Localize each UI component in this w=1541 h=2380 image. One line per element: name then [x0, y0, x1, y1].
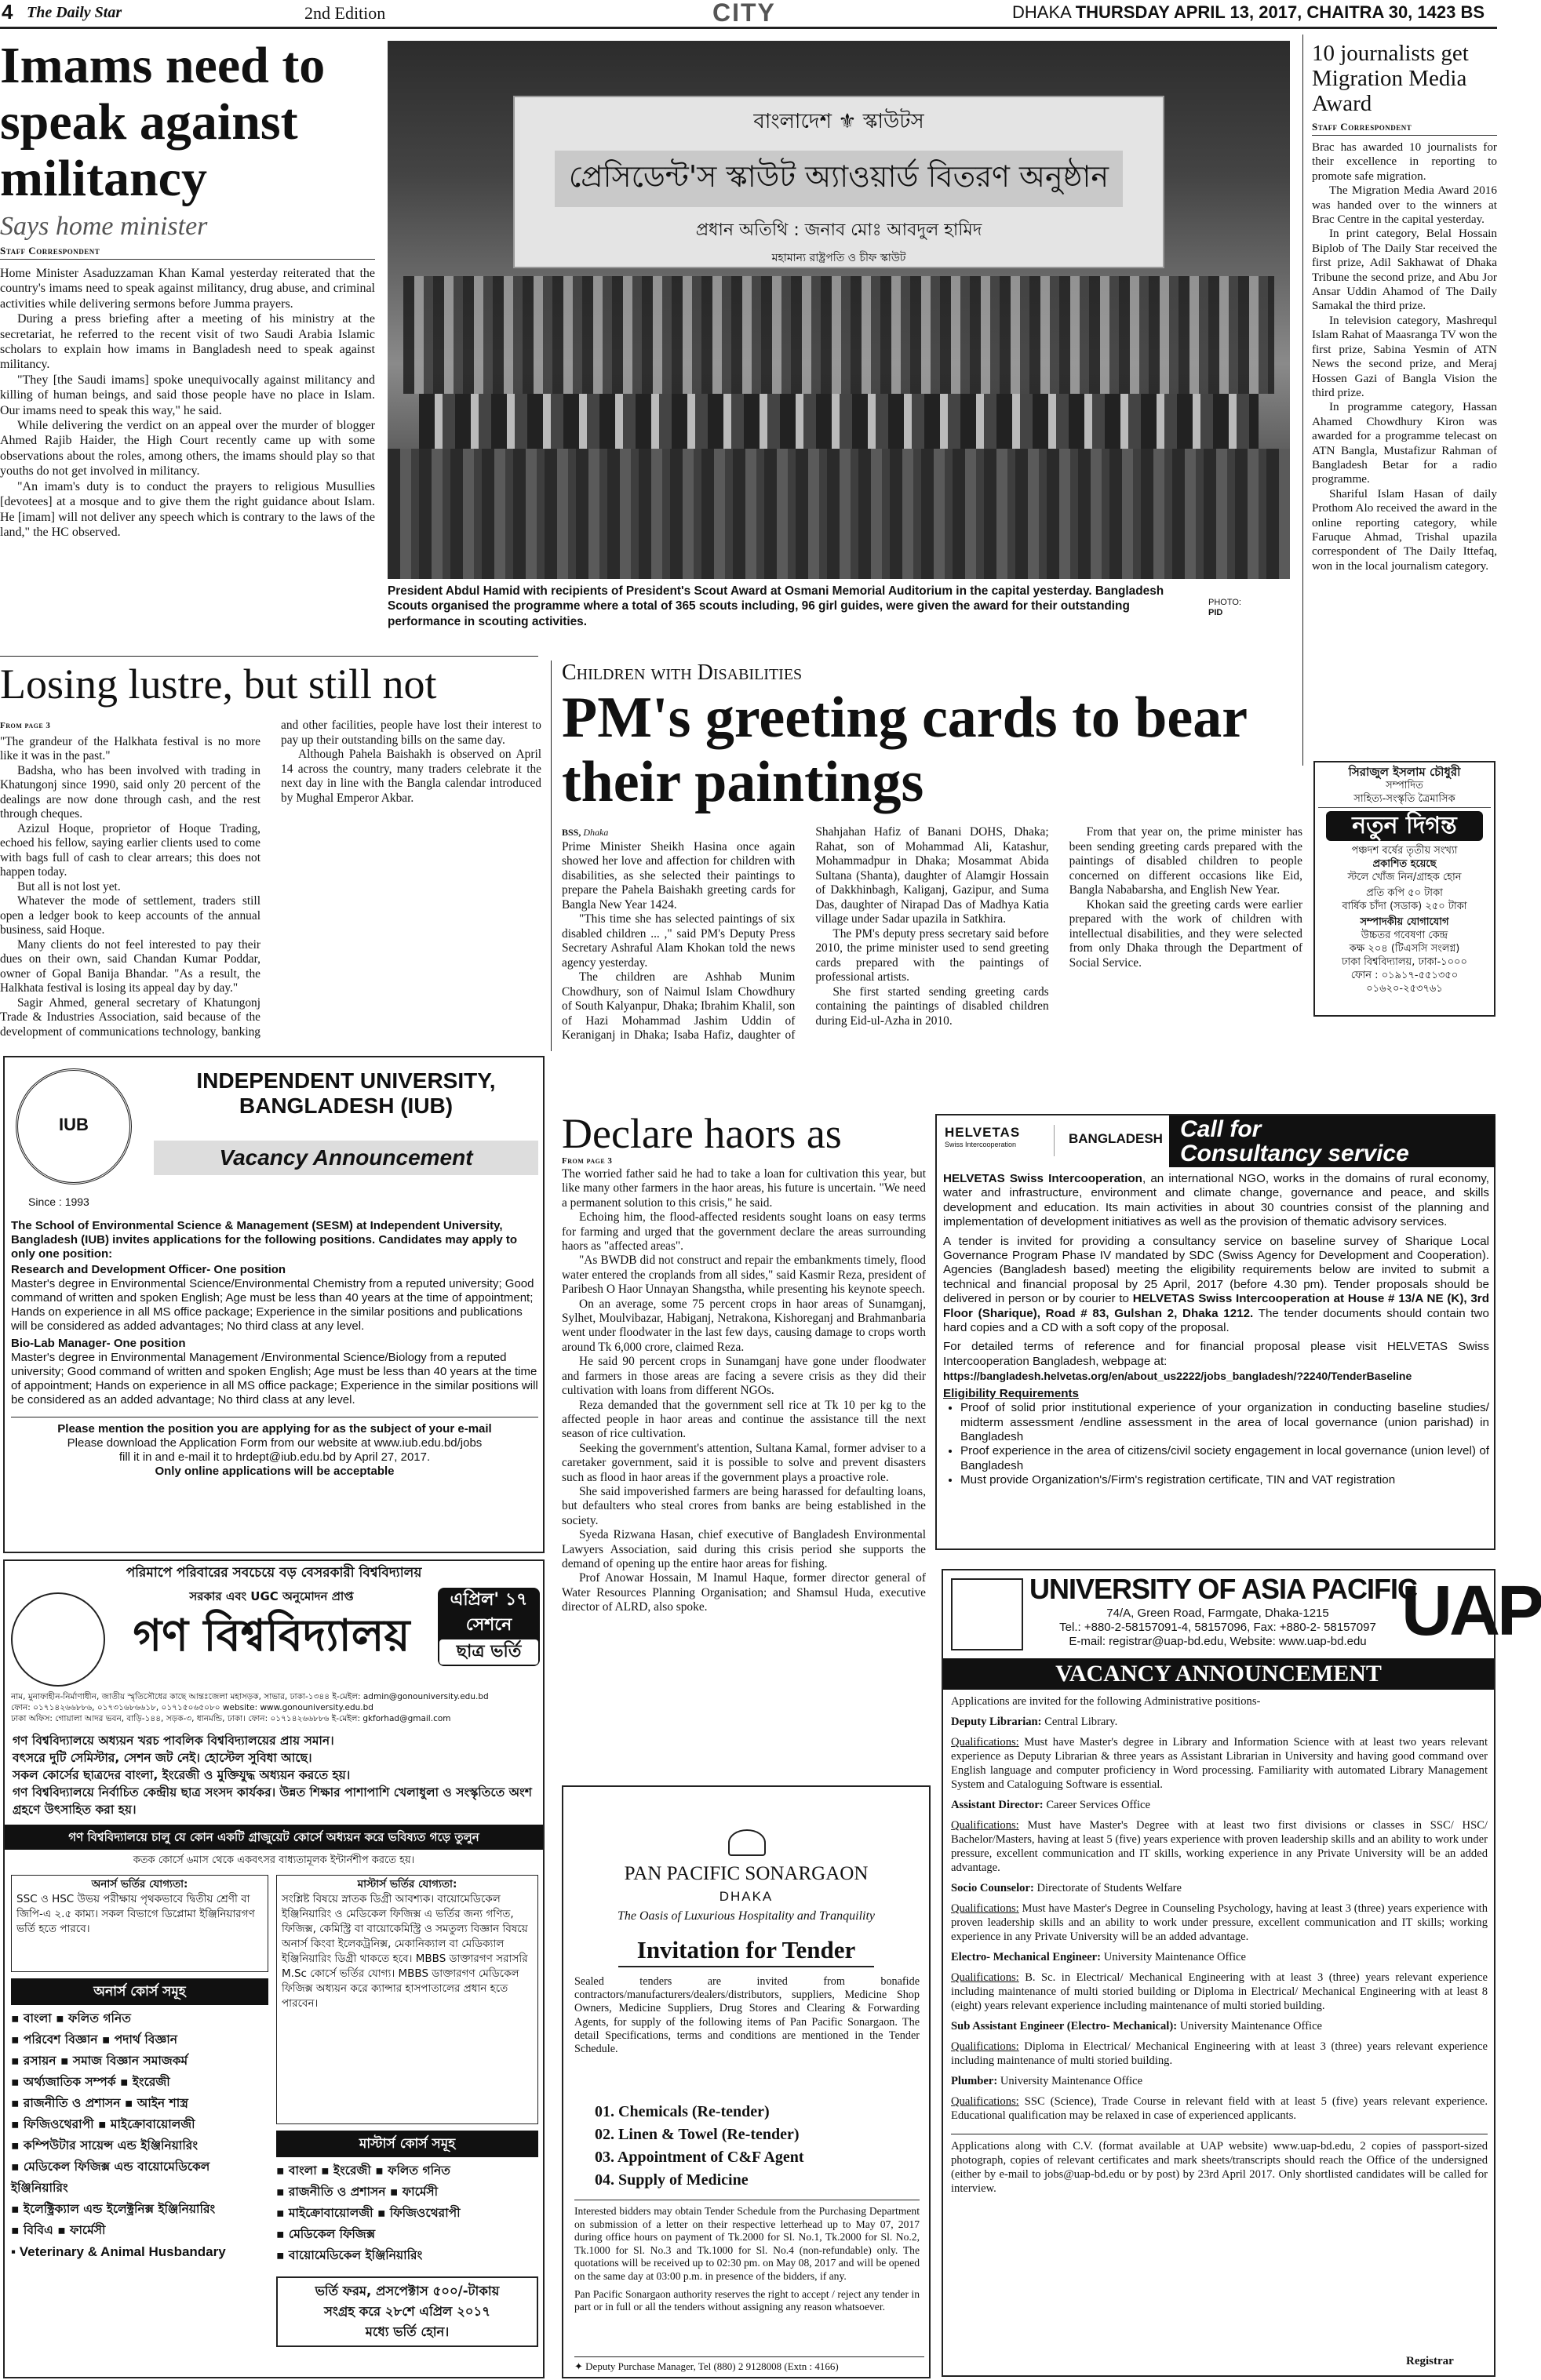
paragraph: "An imam's duty is to conduct the prayers to religious Musullies [devotees] at a mosque and to give them the right guidance about Islam. He [imam] will not deliver any speech which is contrary to the laws of the land," the HC observed. — [0, 479, 375, 539]
stage-banner — [513, 96, 1164, 268]
iub-position-title: Research and Development Officer- One position — [11, 1263, 286, 1276]
paragraph: Shariful Islam Hasan of daily Prothom Alo received the award in the online reporting category, while Faruque Ahmad, Trishal upazila correspondent of The Daily Ittefaq, won in the local journalism category. — [1312, 486, 1497, 573]
helvetas-consultancy-ad — [935, 1114, 1495, 1550]
paragraph: Syeda Rizwana Hasan, chief executive of Bangladesh Environmental Lawyers Association, said during this crisis period she supports the demand of opening up the entire haor areas for fishing. — [562, 1528, 926, 1570]
qual-text: Diploma in Electrical/ Mechanical Engineering with at least 3 (three) years relevant experience including maintenance of multi storied building. — [951, 2040, 1488, 2067]
helvetas-elig-title: Eligibility Requirements — [943, 1386, 1080, 1400]
gono-address: ফোন: ০১৭১৪২৬৬৮৮৬, ০১৭৩১৬৮৬৬১৮, ০১৭১৫০৬৫০৮০ website: www.gonouniversity.edu.bd — [11, 1703, 373, 1712]
ad-text: ঢাকা বিশ্ববিদ্যালয়, ঢাকা-১০০০ — [1342, 956, 1467, 968]
qual-label: Qualifications: — [951, 2040, 1019, 2053]
list-item: ▪ মেডিকেল ফিজিক্স এন্ড বায়োমেডিকেল ইঞ্জিনিয়ারিং — [11, 2160, 210, 2195]
job-qualifications — [951, 1901, 1488, 1944]
lustre-from: From page 3 — [0, 721, 51, 730]
helvetas-text: , an international NGO, works in the domains of rural economy, water and infrastructure, environment and climate change, governance and peace, and skills development and education. Its main activities in about 30 countries consist of the planning and implementation of development initiatives as well as the provision of thematic advisory services. — [943, 1172, 1489, 1229]
article-imams — [0, 38, 375, 657]
ad-text: ০১৬২০-২৫৩৭৬১ — [1366, 983, 1443, 995]
uap-name: UNIVERSITY OF ASIA PACIFIC — [1029, 1573, 1418, 1605]
pps-tagline: The Oasis of Luxurious Hospitality and Tranquility — [617, 1909, 876, 1923]
ad-text: কক্ষ ২০৪ (টিএসসি সংলগ্ন) — [1349, 943, 1460, 955]
box-text: সংশ্লিষ্ট বিষয়ে স্নাতক ডিগ্রী আবশ্যক। বায়োমেডিকেল ইঞ্জিনিয়ারিং ও মেডিকেল ফিজিক্স এ ভর্তির জন্য গণিত, ফিজিক্স, কেমিস্ট্রি বা বায়োকেমিস্ট্রি ও সমতুল্য বিজ্ঞান বিষয়ে অনার্স কিংবা ইলেকট্রনিক্স, মেকানিক্যাল বা মেডিক্যাল ইঞ্জিনিয়ারিং ডিগ্রী থাকতে হবে। MBBS ডাক্তারগণ সরাসরি M.Sc কোর্সে ভর্তির যোগ্য। MBBS ডাক্তারগণ মেডিকেল ফিজিক্স অধ্যয়ন করে ক্যান্সার হাসপাতালের প্রধান হতে পারবেন। — [282, 1893, 528, 2010]
paragraph: Many clients do not feel interested to pay their dues on their own, said Chandan Kumar Poddar, owner of Gopal Banija Bhandar. "As a result, the Halkhata festival is losing its appeal day by day." — [0, 937, 260, 995]
call-line: Consultancy service — [1180, 1141, 1409, 1166]
gono-benefits — [13, 1732, 538, 1818]
list-item: ▪ রাজনীতি ও প্রশাসন ▪ আইন শাস্ত্র — [11, 2096, 188, 2110]
pm-headline: PM's greeting cards to bear their paintings — [562, 686, 1247, 814]
session-line: ছাত্র ভর্তি — [439, 1639, 538, 1665]
list-item: ▪ রাজনীতি ও প্রশাসন ▪ ফার্মেসী — [276, 2185, 439, 2199]
iub-notes — [11, 1417, 538, 1479]
banner-line: বাংলাদেশ ⚜ স্কাউটস — [753, 110, 924, 133]
qual-text: B. Sc. in Electrical/ Mechanical Engineering with at least 3 (three) years relevant experience including maintenance of multi storied building or Diploma in Electrical/ Mechanical Engineering with at least 8 (eight) years relevant experience including maintenance of multi storied building. — [951, 1971, 1488, 2012]
list-item: ▪ রসায়ন ▪ সমাজ বিজ্ঞান সমাজকর্ম — [11, 2054, 188, 2068]
pps-text: Pan Pacific Sonargaon authority reserves the right to accept / reject any tender in part or in full or all the tenders without assigning any reason whatsoever. — [574, 2287, 920, 2313]
job-title: Socio Counselor: — [951, 1882, 1034, 1894]
list-item: বৎসরে দুটি সেমিস্টার, সেশন জট নেই। হোস্টেল সুবিধা আছে। — [13, 1751, 312, 1765]
uap-vacancy-ad — [942, 1569, 1541, 2377]
list-item: ▪ Veterinary & Animal Husbandary — [11, 2244, 226, 2259]
paragraph: On an average, some 75 percent crops in haor areas of Sunamganj, Sylhet, Moulvibazar, Habiganj, Netrakona, Kishoreganj and Brahmanbaria went under floodwater in the last few days, causing damage to crops worth around Tk 6,000 crore, claimed Reza. — [562, 1297, 926, 1354]
paragraph: From that year on, the prime minister has been sending greeting cards prepared with the paintings of disabled children to people concerned on different occasions like Eid, Bangla Nababarsha, and English New Year. — [1069, 825, 1302, 897]
uap-abbr: UAP — [1401, 1572, 1541, 1650]
ad-text: পঞ্চদশ বর্ষের তৃতীয় সংখ্যা — [1351, 845, 1458, 857]
helvetas-address: HELVETAS Swiss Intercooperation at House # 13/A NE (K), 3rd Floor (Sharique), Road # 83, Gulshan 2, Dhaka 1212. — [943, 1292, 1489, 1320]
lustre-headline: Losing lustre, but still not — [0, 661, 437, 708]
list-item: ▪ বায়োমেডিকেল ইঞ্জিনিয়ারিং — [276, 2248, 423, 2262]
gono-masters-eligibility — [276, 1875, 538, 2124]
helvetas-body — [943, 1172, 1489, 1488]
ad-text: বার্ষিক চাঁদা (সডাক) ২৫০ টাকা — [1342, 901, 1467, 912]
list-item: গণ বিশ্ববিদ্যালয়ে অধ্যয়ন খরচ পাবলিক বিশ্ববিদ্যালয়ের প্রায় সমান। — [13, 1734, 334, 1748]
paragraph: She said impoverished farmers are being harassed for defaulting loans, but defaulters who steal crores from banks are being established in the society. — [562, 1484, 926, 1527]
job-dept: University Maintenance Office — [1000, 2075, 1143, 2087]
paragraph: Home Minister Asaduzzaman Khan Kamal yesterday reiterated that the country's imams need to speak against militancy, drug abuse, and criminal activities while delivering sermons before Jumma prayers. — [0, 267, 375, 311]
dateline-bangla-date: CHAITRA 30, 1423 BS — [1306, 2, 1485, 22]
imams-body — [0, 266, 375, 540]
paragraph: "As BWDB did not construct and repair the embankments timely, flood water entered the croplands from all sides," said Kasmir Reza, president of Paribesh O Haor Unnayan Shangstha, while presenting his keynote speech. — [562, 1254, 926, 1297]
section-name: CITY — [712, 0, 776, 27]
seated-row — [419, 394, 1259, 449]
scouts-crowd — [403, 276, 1274, 394]
helvetas-org: HELVETAS Swiss Intercooperation — [943, 1172, 1142, 1185]
gono-university-ad — [3, 1559, 545, 2378]
job-dept: Career Services Office — [1046, 1799, 1150, 1811]
pm-body — [562, 825, 1302, 1050]
imams-byline: Staff Correspondent — [0, 245, 375, 260]
job-qualifications — [951, 1971, 1488, 2013]
pps-city: DHAKA — [719, 1889, 774, 1904]
helvetas-text: A tender is invited for providing a consultancy service on baseline survey of Sharique Local Governance Program Phase IV mandated by SDC (Swiss Agency for Development and Cooperation). Agencies (Bangladesh based) meeting the eligibility requirements below are invited to submit a technical and financial proposal by 25 April, 2017 (before 4.30 pm). Tender proposals should be delivered in person or by courier to — [943, 1234, 1489, 1306]
list-item: ▪ পরিবেশ বিজ্ঞান ▪ পদার্থ বিজ্ঞান — [11, 2032, 177, 2047]
job-qualifications — [951, 1818, 1488, 1875]
paragraph: In print category, Belal Hossain Biplob of The Daily Star received the first prize, Adil Sakhawat of Dhaka Tribune the second prize, and Abu Jor Ansar Uddin Ahamod of The Daily Samakal the third prize. — [1312, 227, 1497, 313]
ad-text: সিরাজুল ইসলাম চৌধুরী — [1348, 765, 1461, 779]
job-title: Deputy Librarian: — [951, 1716, 1042, 1728]
job-qualifications — [951, 2094, 1488, 2123]
helvetas-para — [943, 1235, 1489, 1336]
box-title: অনার্স ভর্তির যোগ্যতা: — [91, 1878, 188, 1891]
gono-masters-courses — [276, 2160, 538, 2266]
iub-note: fill it in and e-mail it to hrdept@iub.edu.bd by April 27, 2017. — [118, 1450, 431, 1464]
pps-title: PAN PACIFIC SONARGAON — [624, 1863, 869, 1884]
paragraph: Seeking the government's attention, Sultana Kamal, former adviser to a caretaker government, said it is possible to solve and prevent disasters such as flood in haor areas if the government plays a proactive role. — [562, 1441, 926, 1484]
pps-invitation: Invitation for Tender — [618, 1934, 874, 1967]
nutun-diganta-ad — [1313, 761, 1495, 1017]
uap-body — [951, 1694, 1488, 2196]
job-dept: Directorate of Students Welfare — [1036, 1882, 1182, 1894]
paragraph: Prime Minister Sheikh Hasina once again showed her love and affection for children with disabilities, as she selected their paintings to prepare the Pahela Baishakh greeting cards for Bangla New Year 1424. — [562, 839, 796, 912]
paragraph: In programme category, Hassan Ahamed Chowdhury Kiron was awarded for a programme telecast on ATN Bangla, Mustafizur Rahman of Bangladesh Betar for a radio programme. — [1312, 400, 1497, 486]
ad-text: সম্পাদিত — [1386, 780, 1423, 792]
iub-seal-text: IUB — [59, 1115, 89, 1134]
qual-label: Qualifications: — [951, 1819, 1019, 1832]
uap-phone: Tel.: +880-2-58157091-4, 58157096, Fax: +880-2- 58157097 — [1059, 1621, 1376, 1634]
gono-address: ঢাকা অফিস: গোয়ালা আদর ভবন, বাড়ি-১৪৪, সড়ক-৩, ধানমন্ডি, ঢাকা। ফোন: ০১৭১৪২৬৬৮৮৬ ই-মেইল: gkforhad@gmail.com — [11, 1714, 451, 1723]
job-title: Electro- Mechanical Engineer: — [951, 1951, 1102, 1963]
ad-text: সাহিত্য-সংস্কৃতি ত্রৈমাসিক — [1318, 792, 1491, 808]
paragraph: Brac has awarded 10 journalists for their excellence in reporting to promote safe migration. — [1312, 140, 1497, 183]
gono-session — [438, 1588, 540, 1666]
job-dept: University Maintenance Office — [1103, 1951, 1246, 1963]
helvetas-logo-sub: Swiss Intercooperation — [945, 1141, 1017, 1148]
call-line: Call for — [1180, 1116, 1262, 1142]
list-item: ▪ ফিজিওথেরাপী ▪ মাইক্রোবায়োলজী — [11, 2117, 195, 2131]
helvetas-text: For detailed terms of reference and for financial proposal please visit HELVETAS Swiss Intercooperation Bangladesh, webpage at: — [943, 1340, 1489, 1368]
article-lustre — [0, 661, 541, 1051]
helvetas-text: The tender documents should contain two hard copies and a CD with a soft copy of the proposal. — [943, 1306, 1489, 1335]
helvetas-para — [943, 1172, 1489, 1230]
pm-kicker: Children with Disabilities — [562, 661, 803, 685]
gono-banner: গণ বিশ্ববিদ্যালয়ে চালু যে কোন একটি গ্রাজুয়েট কোর্সে অধ্যয়ন করে ভবিষ্যত গড়ে তুলুন — [5, 1825, 543, 1850]
journalists-headline: 10 journalists get Migration Media Award — [1312, 41, 1469, 116]
list-item: ▪ অর্থ্যজাতিক সম্পর্ক ▪ ইংরেজী — [11, 2075, 170, 2089]
pps-items — [595, 2101, 909, 2192]
session-line: এপ্রিল' ১৭ — [450, 1590, 528, 1610]
uap-logo — [951, 1578, 1023, 1650]
helvetas-country: BANGLADESH — [1069, 1131, 1163, 1146]
list-item: ▪ বাংলা ▪ ইংরেজী ▪ ফলিত গনিত — [276, 2163, 450, 2178]
gono-form-info — [276, 2276, 538, 2347]
haors-body — [562, 1167, 926, 1615]
banner-line: মহামান্য রাষ্ট্রপতি ও চীফ স্কাউট — [771, 252, 906, 264]
list-item: ▪ মেডিকেল ফিজিক্স — [276, 2227, 376, 2241]
pps-logo-mark — [728, 1829, 766, 1856]
helvetas-elig-list — [943, 1401, 1489, 1487]
list-item: ▪ কম্পিউটার সায়েন্স এন্ড ইঞ্জিনিয়ারিং — [11, 2138, 199, 2153]
tender-item: 01. Chemicals (Re-tender) — [595, 2103, 770, 2120]
helvetas-logo-text: HELVETAS — [945, 1125, 1021, 1140]
qual-text: Must have Master's Degree with at least two first divisions or classes in SSC/ HSC/ Bachelor/Masters, having at least 5 (five) years experience with proven leadership skills and an ability to work under pressure, excellent communication and IT skills, working experience in any Private University will be an added advantage. — [951, 1819, 1488, 1874]
dateline-city: DHAKA — [1012, 2, 1071, 22]
qual-label: Qualifications: — [951, 1971, 1019, 1984]
list-item: ▪ ইলেক্ট্রিক্যাল এন্ড ইলেক্ট্রনিক্স ইঞ্জিনিয়ারিং — [11, 2202, 216, 2216]
pps-text: Interested bidders may obtain Tender Schedule from the Purchasing Department on submission of a letter on their respective letterhead up to May 07, 2017 during office hours on payment of Tk.2000 for Sl. No.1, Tk.2000 for Sl. No.2, Tk.1000 for Sl. No.3 and Tk.1000 for Sl. No.4 (non-refundable) only. The quotations will be received up to 02:30 pm. on May 08, 2017 and will be opened on the same day at 03:00 p.m. in presence of the bidders, if any. — [574, 2205, 920, 2282]
article-journalists — [1312, 41, 1497, 747]
list-item: • Proof of solid prior institutional experience of your organization in conducting baseline studies/ midterm assessment /endline assessment in the area of local governance (union parishad) in Bangladesh — [960, 1401, 1489, 1444]
form-line: মধ্যে ভর্তি হোন। — [365, 2324, 450, 2339]
page-number: 4 — [2, 0, 13, 24]
paragraph: Khokan said the greeting cards were earlier prepared with the work of children with intellectual disabilities, and they were selected from only Dhaka through the Department of Social Service. — [1069, 897, 1302, 970]
list-item: গণ বিশ্ববিদ্যালয়ে নির্বাচিত কেন্দ্রীয় ছাত্র সংসদ কার্যকর। উন্নত শিক্ষার পাশাপাশি খেলাধুলা ও সংস্কৃতিতে অংশ গ্রহণে উৎসাহিত করা হয়। — [13, 1785, 532, 1817]
paragraph: While delivering the verdict on an appeal over the murder of blogger Ahmed Rajib Haider, the High Court recently came up with some observations about the roles, among others, the imams should play so that youths do not get involved in militancy. — [0, 419, 375, 479]
qual-text: Must have Master's Degree in Counseling Psychology, having at least 3 (three) years experience with proven leadership skills and an ability to work under pressure, excellent communication and IT skills; working experience in any Private University will be an added advantage. — [951, 1902, 1488, 1943]
list-item: ▪ বাংলা ▪ ফলিত গনিত — [11, 2011, 131, 2025]
helvetas-para — [943, 1340, 1489, 1369]
session-line: সেশনে — [465, 1615, 512, 1635]
qual-text: Must have Master's degree in Library and Information Science with at least two years relevant experience as Deputy Librarian & three years as Assistant Librarian in University and having good command over English language and computer proficiency in Word processing. Familiarity with automated Library Management System and Cataloguing Software is essential. — [951, 1736, 1488, 1791]
imams-subhead: Says home minister — [0, 212, 208, 241]
iub-since: Since : 1993 — [28, 1195, 89, 1208]
pm-byline — [562, 825, 795, 840]
gono-addresses — [11, 1691, 540, 1724]
iub-vacancy-banner: Vacancy Announcement — [154, 1141, 538, 1175]
ad-text: উচ্চতর গবেষণা কেন্দ্র — [1361, 930, 1448, 941]
qual-text: SSC (Science), Trade Course in relevant field with at least 5 (five) years relevant experience. Educational qualification may be relaxed in case of experienced applicants. — [951, 2095, 1488, 2122]
imams-headline: Imams need to speak against militancy — [0, 37, 326, 207]
uap-contact — [1037, 1607, 1398, 1649]
form-line: ভর্তি ফরম, প্রসপেক্টাস ৫০০/-টাকায় — [315, 2284, 500, 2298]
helvetas-logo — [945, 1125, 1055, 1156]
uap-job — [951, 1798, 1488, 1875]
photo-caption: President Abdul Hamid with recipients of President's Scout Award at Osmani Memorial Auditorium in the capital yesterday. Bangladesh Scouts organised the programme where a total of 365 scouts including, 96 girl guides, were given the award for their outstanding performance in scouting activities. — [388, 584, 1164, 628]
iub-note: Please mention the position you are applying for as the subject of your e-mail — [57, 1422, 492, 1436]
paragraph: But all is not lost yet. — [17, 879, 121, 893]
job-title: Plumber: — [951, 2075, 998, 2087]
paragraph: "The grandeur of the Halkhata festival is no more like it was in the past." — [0, 734, 260, 762]
list-item: • Must provide Organization's/Firm's registration certificate, TIN and VAT registration — [960, 1473, 1489, 1487]
paragraph: The PM's deputy press secretary said before 2010, the prime minister used to send greeting cards prepared with the paintings of professional artists. — [815, 926, 1049, 984]
qual-label: Qualifications: — [951, 1902, 1019, 1915]
ad-text: প্রকাশিত হয়েছে — [1372, 858, 1437, 870]
stage-curtain — [388, 449, 1290, 579]
iub-title-line: INDEPENDENT UNIVERSITY, — [196, 1068, 496, 1093]
photo-credit-source: PID — [1208, 608, 1223, 617]
paragraph: He said 90 percent crops in Sunamganj have gone under floodwater and farmers in those areas are facing a severe crisis as they did their cultivation with loans from different NGOs. — [562, 1355, 926, 1398]
journalists-byline: Staff Correspondent — [1312, 121, 1497, 136]
iub-note: Only online applications will be acceptable — [155, 1465, 395, 1478]
paragraph: Badsha, who has been involved with trading in Khatungonj since 1990, said only 20 percent of the dealings are now done through cash, and the rest through cheques. — [0, 763, 260, 821]
paragraph: She first started sending greeting cards containing the paintings of disabled children during Eid-ul-Azha in 2010. — [815, 984, 1049, 1028]
paragraph: "This time she has selected paintings of six disabled children ... ," said PM's Deputy Press Secretary Ashraful Alam Khokan told the news agency yesterday. — [562, 912, 796, 970]
paragraph: The Migration Media Award 2016 was handed over to the winners at Brac Centre in the capital yesterday. — [1312, 184, 1497, 227]
masthead-rule — [0, 27, 1497, 29]
uap-job — [951, 2074, 1488, 2123]
iub-seal — [16, 1068, 132, 1185]
photo-credit-label: PHOTO: — [1208, 598, 1241, 607]
box-text: SSC ও HSC উভয় পরীক্ষায় পৃথকভাবে দ্বিতীয় শ্রেণী বা জিপি-এ ২.৫ কাম্য। সকল বিভাগে ডিপ্লোমা ইঞ্জিনিয়ারগণ ভর্তি হতে পারবে। — [16, 1893, 255, 1935]
list-item: ▪ বিবিএ ▪ ফার্মেসী — [11, 2223, 106, 2237]
journalists-body — [1312, 140, 1497, 573]
box-title: মাস্টার্স ভর্তির যোগ্যতা: — [357, 1878, 457, 1891]
gono-sub: কতক কোর্সে ৬মাস থেকে একবৎসর বাধ্যতামূলক ইন্টার্নশীপ করতে হয়। — [133, 1854, 415, 1866]
section-rule — [0, 656, 538, 657]
iub-body — [11, 1219, 538, 1479]
article-pm-cards — [562, 661, 1302, 1051]
paragraph: The children are Ashhab Munim Chowdhury, son of Naimul Islam Chowdhury of South Kalyanpur, Dhaka; Ibrahim Khalil, son of Hazi Mohammad Jashim Uddin of Keraniganj in Dhaka; Isaba Hafiz, daughter of Shahjahan Hafiz of Banani DOHS, Dhaka; Rahat, son of Mohammad Ali, Katashur, Mohammadpur in Dhaka; Mosammat Abida Sultana (Shanta), daughter of Alamgir Hossain of Dakkhinbagh, Kaliganj, Gazipur, and Suma Das, daughter of Nirapad Das of Madhya Katia village under Sadar upazila in Satkhira. — [562, 825, 1049, 1042]
gono-top: পরিমাপে পরিবারের সবচেয়ে বড় বেসরকারী বিশ্ববিদ্যালয় — [126, 1565, 422, 1581]
banner-title: প্রেসিডেন্ট'স স্কাউট অ্যাওয়ার্ড বিতরণ অনুষ্ঠান — [555, 151, 1123, 207]
pm-agency: BSS, — [562, 827, 581, 838]
uap-job — [951, 2019, 1488, 2068]
uap-email: E-mail: registrar@uap-bd.edu, Website: www.uap-bd.edu — [1069, 1635, 1367, 1648]
masthead — [0, 0, 1497, 27]
job-title: Assistant Director: — [951, 1799, 1044, 1811]
uap-address: 74/A, Green Road, Farmgate, Dhaka-1215 — [1106, 1607, 1329, 1620]
uap-job — [951, 1950, 1488, 2013]
gono-approved: সরকার এবং UGC অনুমোদন প্রাপ্ত — [189, 1589, 354, 1603]
uap-intro: Applications are invited for the following Administrative positions- — [951, 1695, 1261, 1708]
ad-title: নতুন দিগন্ত — [1326, 811, 1483, 841]
haors-from: From page 3 — [562, 1156, 613, 1166]
pps-footer — [574, 2356, 924, 2373]
ad-text: ফোন : ০১৯১৭-৫৫১৩৫০ — [1350, 970, 1459, 981]
pan-pacific-tender-ad — [562, 1785, 931, 2378]
paper-name: The Daily Star — [27, 4, 122, 21]
paragraph: Sagir Ahmed, general secretary of Khatungonj Trade & Industries Association, said because of the development of communications technology, banking and other facilities, people have lost their interest to pay up their outstanding bills on the same day. — [0, 719, 541, 1039]
iub-intro: The School of Environmental Science & Management (SESM) at Independent University, Bangladesh (IUB) invites applications for the following positions. Candidates may apply to only one position: — [11, 1219, 518, 1261]
iub-title-line: BANGLADESH (IUB) — [239, 1094, 454, 1118]
iub-position-text: Master's degree in Environmental Management /Environmental Science/Biology from a reputed university; Good command of written and spoken English; Age must be less than 40 years at the time of appointment; Hands on experience in all MS office package; Experience in the similar positions will be considered as an added advantage; No third class at any level. — [11, 1351, 538, 1407]
gono-name: গণ বিশ্ববিদ্যালয় — [133, 1610, 410, 1661]
gono-honours-eligibility — [11, 1875, 268, 1972]
paragraph: In television category, Mashrequl Islam Rahat of Maasranga TV won the first prize, Sabina Yesmin of ATN News the second prize, and Meraj Hossen Gazi of Bangla Vision the third prize. — [1312, 313, 1497, 399]
dateline-date: THURSDAY APRIL 13, 2017, — [1075, 2, 1302, 22]
pm-city: Dhaka — [583, 827, 609, 838]
gono-honours-courses-title: অনার্স কোর্স সমূহ — [11, 1978, 268, 2005]
iub-note: Please download the Application Form from our website at www.iub.edu.bd/jobs — [67, 1436, 483, 1450]
photo-credit — [1208, 598, 1287, 618]
list-item: ▪ মাইক্রোবায়োলজী ▪ ফিজিওথেরাপী — [276, 2206, 461, 2220]
job-dept: University Maintenance Office — [1179, 2020, 1323, 2032]
iub-title — [154, 1068, 538, 1119]
paragraph: Although Pahela Baishakh is observed on April 14 across the country, many traders celebrate it the next day in line with the Bangla calendar introduced by Mughal Emperor Akbar. — [281, 748, 541, 805]
uap-signatory: Registrar — [1406, 2355, 1454, 2367]
list-item: সকল কোর্সের ছাত্রদের বাংলা, ইংরেজী ও মুক্তিযুদ্ধ অধ্যয়ন করতে হয়। — [13, 1768, 351, 1782]
pps-details — [574, 2200, 920, 2314]
job-title: Sub Assistant Engineer (Electro- Mechanical): — [951, 2020, 1178, 2032]
list-item: • Proof experience in the area of citizens/civil society engagement in local governance (union level) of Bangladesh — [960, 1444, 1489, 1473]
iub-vacancy-ad — [3, 1056, 545, 1553]
uap-job — [951, 1881, 1488, 1944]
tender-item: 03. Appointment of C&F Agent — [595, 2149, 804, 2166]
article-haors — [562, 1111, 926, 1778]
ad-text: স্টলে খোঁজ নিন/গ্রাহক হোন — [1347, 872, 1462, 883]
column-rule — [551, 661, 552, 1051]
paragraph: Azizul Hoque, proprietor of Hoque Trading, echoed his fellow, saying earlier clients used to come with bags full of cash to clear arrears; this does not happen today. — [0, 821, 260, 879]
paragraph: Whatever the mode of settlement, traders still open a ledger book to keep accounts of the annual business, said Hoque. — [0, 894, 260, 937]
qual-label: Qualifications: — [951, 1736, 1019, 1749]
dateline — [1012, 2, 1497, 23]
helvetas-call-banner — [1169, 1115, 1495, 1167]
iub-position-title: Bio-Lab Manager- One position — [11, 1337, 186, 1350]
column-rule — [1302, 35, 1303, 766]
job-dept: Central Library. — [1044, 1716, 1118, 1728]
gono-honours-courses — [11, 2008, 268, 2262]
paragraph: Echoing him, the flood-affected residents sought loans on easy terms for farming and urged that the government declare the areas surrounding haors as "affected areas". — [562, 1210, 926, 1254]
uap-footer: Applications along with C.V. (format available at UAP website) www.uap-bd.edu, 2 copies of passport-sized photograph, copies of relevant certificates and mark sheets/transcripts should reach the Office of the undersigned (either by e-mail to jobs@uap-bd.edu or by post) by 23rd April 2017. Only shortlisted candidates will be called for interview. — [951, 2134, 1488, 2196]
haors-headline: Declare haors as — [562, 1110, 842, 1157]
tender-item: 04. Supply of Medicine — [595, 2171, 749, 2189]
ad-text: প্রতি কপি ৫০ টাকা — [1366, 887, 1443, 899]
pps-footer-text: Deputy Purchase Manager, Tel (880) 2 9128008 (Extn : 4166) — [585, 2360, 839, 2372]
gono-seal — [11, 1592, 105, 1687]
scout-award-photo — [388, 41, 1290, 579]
paragraph: Reza demanded that the government sell rice at Tk 10 per kg to the affected people in haor areas and continue the assistance till the next season of rice cultivation. — [562, 1398, 926, 1441]
job-qualifications — [951, 1735, 1488, 1792]
edition: 2nd Edition — [304, 3, 386, 23]
job-qualifications — [951, 2040, 1488, 2068]
gono-address: নাম, মুনাফাহীন-নির্মাণাধীন, জাতীয় স্মৃতিসৌধের কাছে আন্তঃজেলা মহাসড়ক, সাভার, ঢাকা-১৩৪৪ ই-মেইল: admin@gonouniversity.edu.bd — [11, 1692, 489, 1701]
pps-footer-icon: ✦ — [574, 2360, 583, 2372]
paragraph: "They [the Saudi imams] spoke unequivocally against militancy and killing of human beings, and said those people have no place in Islam. Our imams need to speak this way," he said. — [0, 373, 375, 417]
lustre-body — [0, 719, 541, 1048]
qual-label: Qualifications: — [951, 2095, 1019, 2108]
iub-position-text: Master's degree in Environmental Science/Environmental Chemistry from a reputed university; Good command of written and spoken English; Age must be less than 40 years at the time of appointment; Hands on experience in all MS office package; Experience in the similar positions and publications will be considered as added advantages; No third class at any level. — [11, 1277, 534, 1333]
tender-item: 02. Linen & Towel (Re-tender) — [595, 2126, 800, 2143]
banner-line: প্রধান অতিথি : জনাব মোঃ আবদুল হামিদ — [695, 220, 982, 240]
form-line: সংগ্রহ করে ২৮শে এপ্রিল ২০১৭ — [324, 2304, 490, 2319]
paragraph: The worried father said he had to take a loan for cultivation this year, but like many other farmers in the haor areas, his future is uncertain. "We need a permanent solution to this crisis," he said. — [562, 1167, 926, 1210]
paragraph: Prof Anowar Hossain, M Inamul Haque, former director general of Water Resources Planning Organisation; and Shamsul Huda, executive director of ALRD, also spoke. — [562, 1571, 926, 1614]
pps-intro: Sealed tenders are invited from bonafide contractors/manufacturers/dealers/distributors, suppliers, Medicine Shop Owners, Medicine Suppliers, Drug Stores and Clearing & Forwarding Agents, for supply of the following items of Pan Pacific Sonargaon. The detail Specifications, terms and conditions are mentioned in the Tender Schedule. — [574, 1975, 920, 2056]
uap-vacancy-banner: VACANCY ANNOUNCEMENT — [943, 1658, 1494, 1690]
paragraph: During a press briefing after a meeting of his ministry at the secretariat, he referred to the recent visit of two Saudi Arabia Islamic scholars to explain how imams in Bangladesh need to speak against militancy. — [0, 312, 375, 372]
uap-job — [951, 1715, 1488, 1792]
ad-text: সম্পাদকীয় যোগাযোগ — [1360, 916, 1449, 928]
helvetas-link[interactable]: https://bangladesh.helvetas.org/en/about_us2222/jobs_bangladesh/?2240/TenderBaseline — [943, 1370, 1412, 1383]
gono-masters-courses-title: মাস্টার্স কোর্স সমূহ — [276, 2131, 538, 2157]
